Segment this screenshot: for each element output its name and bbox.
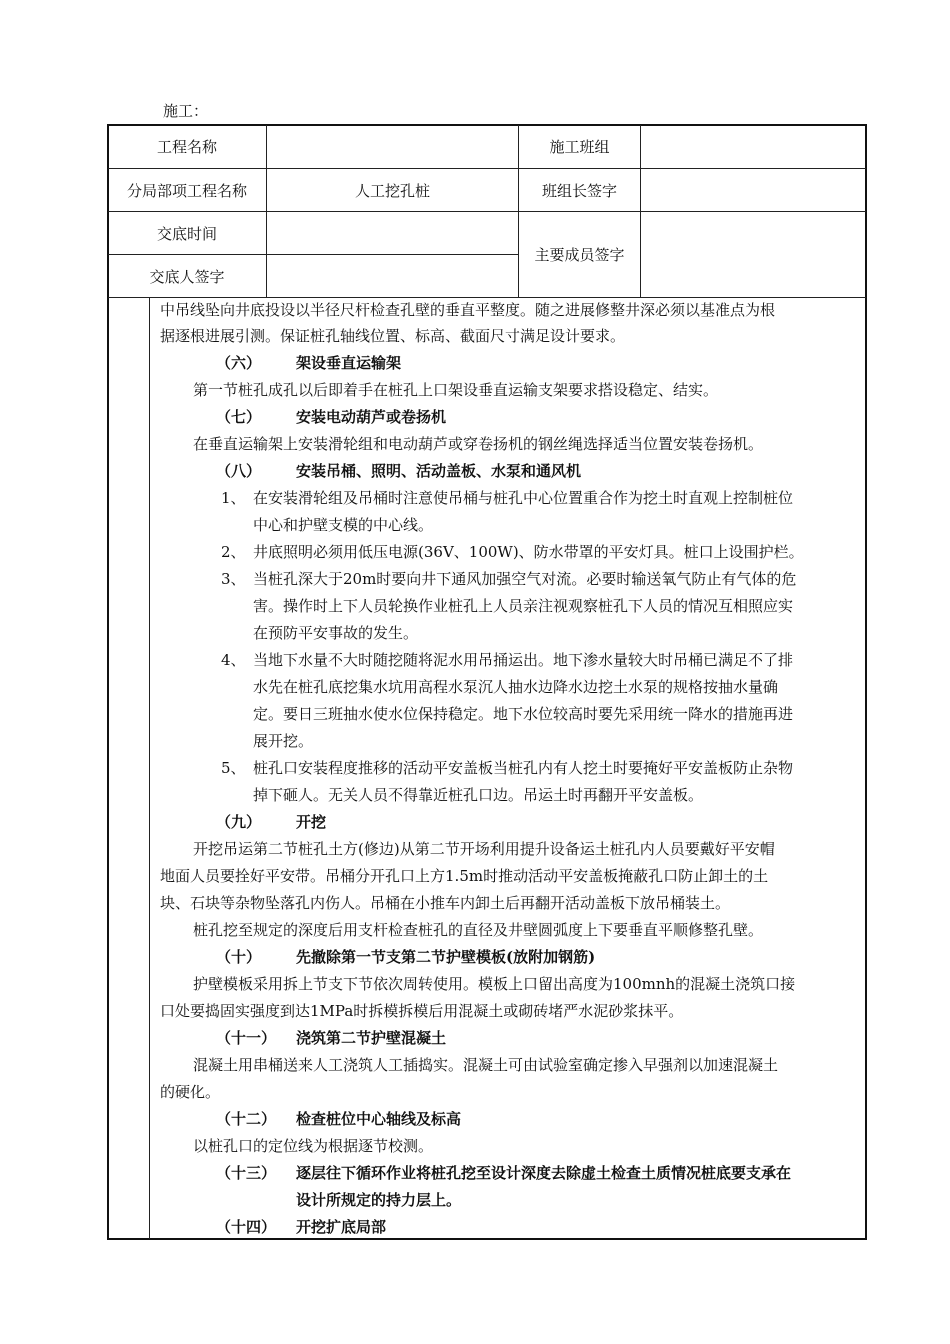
- sub-project-label: 分局部项工程名称: [126, 181, 247, 200]
- section-heading: 先撤除第一节支第二节护壁模板(放附加钢筋): [296, 948, 596, 966]
- list-item-line: 当桩孔深大于20m时要向井下通风加强空气对流。必要时输送氧气防止有气体的危: [253, 570, 797, 588]
- section-number: （七）: [216, 408, 262, 426]
- section-heading: 架设垂直运输架: [296, 354, 402, 372]
- team-label: 施工班组: [549, 138, 610, 156]
- section-number: （十四）: [216, 1218, 277, 1236]
- list-item-number: 5、: [221, 759, 246, 777]
- section-heading: 逐层往下循环作业将桩孔挖至设计深度去除虚土检查土质情况桩底要支承在: [296, 1164, 792, 1182]
- member-sign-label: 主要成员签字: [534, 246, 625, 264]
- list-item-line: 定。要日三班抽水使水位保持稳定。地下水位较高时要先采用统一降水的措施再进: [253, 705, 794, 723]
- section-number: （八）: [216, 462, 262, 480]
- construction-label: 施工：: [163, 102, 209, 120]
- paragraph-line: 开挖吊运第二节桩孔土方(修边)从第二节开场利用提升设备运土桩孔内人员要戴好平安帽: [193, 840, 775, 858]
- section-number: （十）: [216, 948, 262, 966]
- paragraph-line: 第一节桩孔成孔以后即着手在桩孔上口架设垂直运输支架要求搭设稳定、结实。: [193, 381, 719, 399]
- list-item-line: 当地下水量不大时随挖随将泥水用吊捅运出。地下渗水量较大时吊桶已满足不了排: [253, 651, 794, 669]
- list-item-number: 4、: [221, 651, 246, 669]
- list-item-number: 3、: [221, 570, 246, 588]
- section-heading: 安装电动葫芦或卷扬机: [296, 408, 447, 426]
- section-heading: 浇筑第二节护壁混凝土: [296, 1029, 447, 1047]
- paragraph-line: 据逐根进展引测。保证桩孔轴线位置、标高、截面尺寸满足设计要求。: [160, 327, 626, 345]
- list-item-line: 中心和护壁支模的中心线。: [253, 516, 434, 534]
- paragraph-line: 以桩孔口的定位线为根据逐节校测。: [193, 1137, 434, 1155]
- list-item-line: 井底照明必须用低压电源(36V、100W)、防水带罩的平安灯具。桩口上设围护栏。: [253, 543, 804, 561]
- paragraph-line: 的硬化。: [160, 1083, 221, 1101]
- list-item-line: 在安装滑轮组及吊桶时注意使吊桶与桩孔中心位置重合作为挖土时直观上控制桩位: [253, 489, 794, 507]
- paragraph-line: 块、石块等杂物坠落孔内伤人。吊桶在小推车内卸土后再翻开活动盖板下放吊桶装土。: [160, 894, 731, 912]
- section-heading: 设计所规定的持力层上。: [296, 1191, 462, 1209]
- paragraph-line: 护壁模板采用拆上节支下节依次周转使用。模板上口留出高度为100mnh的混凝土浇筑口接: [193, 975, 796, 993]
- paragraph-line: 中吊线坠向井底投设以半径尺杆检查孔壁的垂直平整度。随之进展修整井深必须以基准点为根: [160, 301, 776, 319]
- section-heading: 开挖: [296, 813, 327, 831]
- paragraph-line: 混凝土用串桶送来人工浇筑人工插捣实。混凝土可由试验室确定掺入早强剂以加速混凝土: [193, 1056, 779, 1074]
- paragraph-line: 口处要捣固实强度到达1MPa时拆模拆模后用混凝土或砌砖堵严水泥砂浆抹平。: [160, 1002, 684, 1020]
- handover-time-label: 交底时间: [156, 224, 217, 243]
- section-heading: 安装吊桶、照明、活动盖板、水泵和通风机: [296, 462, 582, 480]
- section-heading: 开挖扩底局部: [296, 1218, 387, 1236]
- section-number: （十二）: [216, 1110, 277, 1128]
- leader-sign-field[interactable]: [641, 169, 866, 211]
- project-name-label: 工程名称: [156, 138, 217, 156]
- section-number: （六）: [216, 354, 262, 372]
- section-heading: 检查桩位中心轴线及标高: [296, 1110, 462, 1128]
- section-number: （十一）: [216, 1029, 277, 1047]
- paragraph-line: 地面人员要拴好平安带。吊桶分开孔口上方1.5m时推动活动平安盖板掩蔽孔口防止卸土的土: [160, 867, 769, 885]
- list-item-line: 害。操作时上下人员轮换作业桩孔上人员亲注视观察桩孔下人员的情况互相照应实: [253, 597, 794, 615]
- table-row-divider: [108, 297, 866, 298]
- handover-time-field[interactable]: [267, 212, 518, 254]
- team-field[interactable]: [641, 125, 866, 168]
- list-item-line: 桩孔口安装程度推移的活动平安盖板当桩孔内有人挖土时要掩好平安盖板防止杂物: [253, 759, 794, 777]
- paragraph-line: 桩孔挖至规定的深度后用支杆检查桩孔的直径及井壁圆弧度上下要垂直平顺修整孔壁。: [193, 921, 764, 939]
- section-number: （九）: [216, 813, 262, 831]
- project-name-field[interactable]: [267, 125, 518, 168]
- handover-person-field[interactable]: [267, 255, 518, 297]
- list-item-number: 2、: [221, 543, 246, 561]
- paragraph-line: 在垂直运输架上安装滑轮组和电动葫芦或穿卷扬机的钢丝绳选择适当位置安装卷扬机。: [193, 435, 764, 453]
- leader-sign-label: 班组长签字: [541, 181, 617, 200]
- content-margin-divider: [149, 297, 150, 1239]
- list-item-number: 1、: [221, 489, 246, 507]
- section-number: （十三）: [216, 1164, 277, 1182]
- list-item-line: 水先在桩孔底挖集水坑用高程水泵沉人抽水边降水边挖土水泵的规格按抽水量确: [253, 678, 779, 696]
- member-sign-field[interactable]: [641, 212, 866, 297]
- handover-person-label: 交底人签字: [149, 267, 225, 286]
- list-item-line: 展开挖。: [253, 732, 314, 750]
- list-item-line: 掉下砸人。无关人员不得靠近桩孔口边。吊运土时再翻开平安盖板。: [253, 786, 704, 804]
- list-item-line: 在预防平安事故的发生。: [253, 624, 419, 642]
- sub-project-field[interactable]: 人工挖孔桩: [354, 181, 430, 200]
